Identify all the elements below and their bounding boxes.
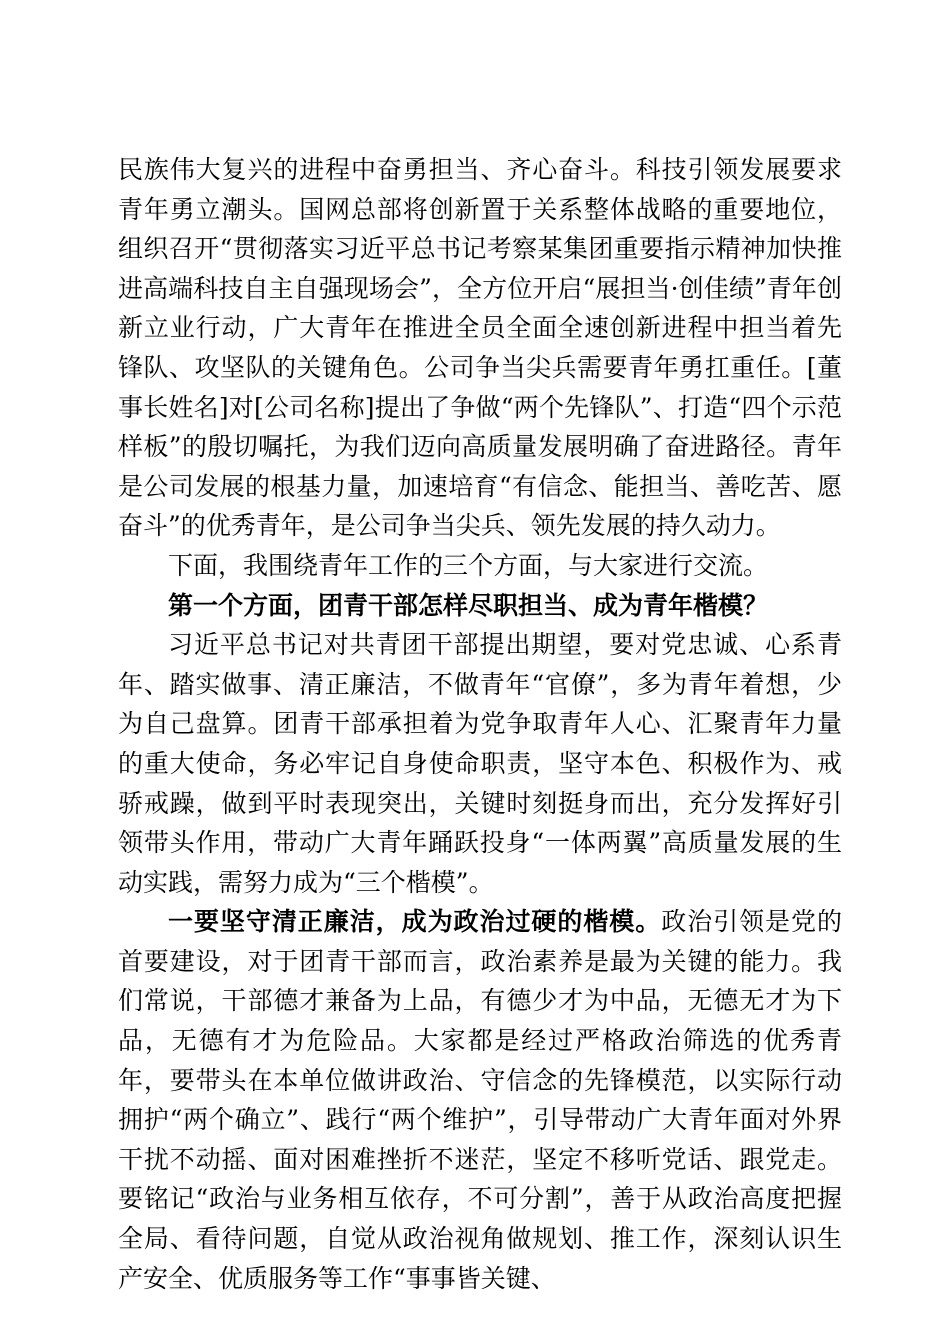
section-heading: 第一个方面，团青干部怎样尽职担当、成为青年楷模？ [168, 590, 769, 620]
body-paragraph: 民族伟大复兴的进程中奋勇担当、齐心奋斗。科技引领发展要求青年勇立潮头。国网总部将创新置于关系整体战略的重要地位，组织召开“贯彻落实习近平总书记考察某集团重要指示精神加快推进高端科技自主自强现场会”，全方位开启“展担当·创佳绩”青年创新立业行动，广大青年在推进全员全面全速创新进程中担当着先锋队、攻坚队的关键角色。公司争当尖兵需要青年勇扛重任。[董事长姓名]对[公司名称]提出了争做“两个先锋队”、打造“四个示范样板”的殷切嘱托，为我们迈向高质量发展明确了奋进路径。青年是公司发展的根基力量，加速培育“有信念、能担当、善吃苦、愿奋斗”的优秀青年，是公司争当尖兵、领先发展的持久动力。 [118, 155, 842, 541]
paragraph-lead-sentence: 一要坚守清正廉洁，成为政治过硬的楷模。 [168, 907, 662, 937]
body-paragraph [118, 902, 842, 1298]
body-paragraph: 习近平总书记对共青团干部提出期望，要对党忠诚、心系青年、踏实做事、清正廉洁，不做青年“官僚”，多为青年着想，少为自己盘算。团青干部承担着为党争取青年人心、汇聚青年力量的重大使命，务必牢记自身使命职责，坚守本色、积极作为、戒骄戒躁，做到平时表现突出，关键时刻挺身而出，充分发挥好引领带头作用，带动广大青年踊跃投身“一体两翼”高质量发展的生动实践，需努力成为“三个楷模”。 [118, 630, 842, 897]
paragraph-body-text: 政治引领是党的首要建设，对于团青干部而言，政治素养是最为关键的能力。我们常说，干部德才兼备为上品，有德少才为中品，无德无才为下品，无德有才为危险品。大家都是经过严格政治筛选的优秀青年，要带头在本单位做讲政治、守信念的先锋模范，以实际行动拥护“两个确立”、践行“两个维护”，引导带动广大青年面对外界干扰不动摇、面对困难挫折不迷茫，坚定不移听党话、跟党走。要铭记“政治与业务相互依存，不可分割”，善于从政治高度把握全局、看待问题，自觉从政治视角做规划、推工作，深刻认识生产安全、优质服务等工作“事事皆关键、 [118, 907, 842, 1293]
body-paragraph: 下面，我围绕青年工作的三个方面，与大家进行交流。 [168, 550, 769, 580]
document-body [118, 150, 842, 1298]
